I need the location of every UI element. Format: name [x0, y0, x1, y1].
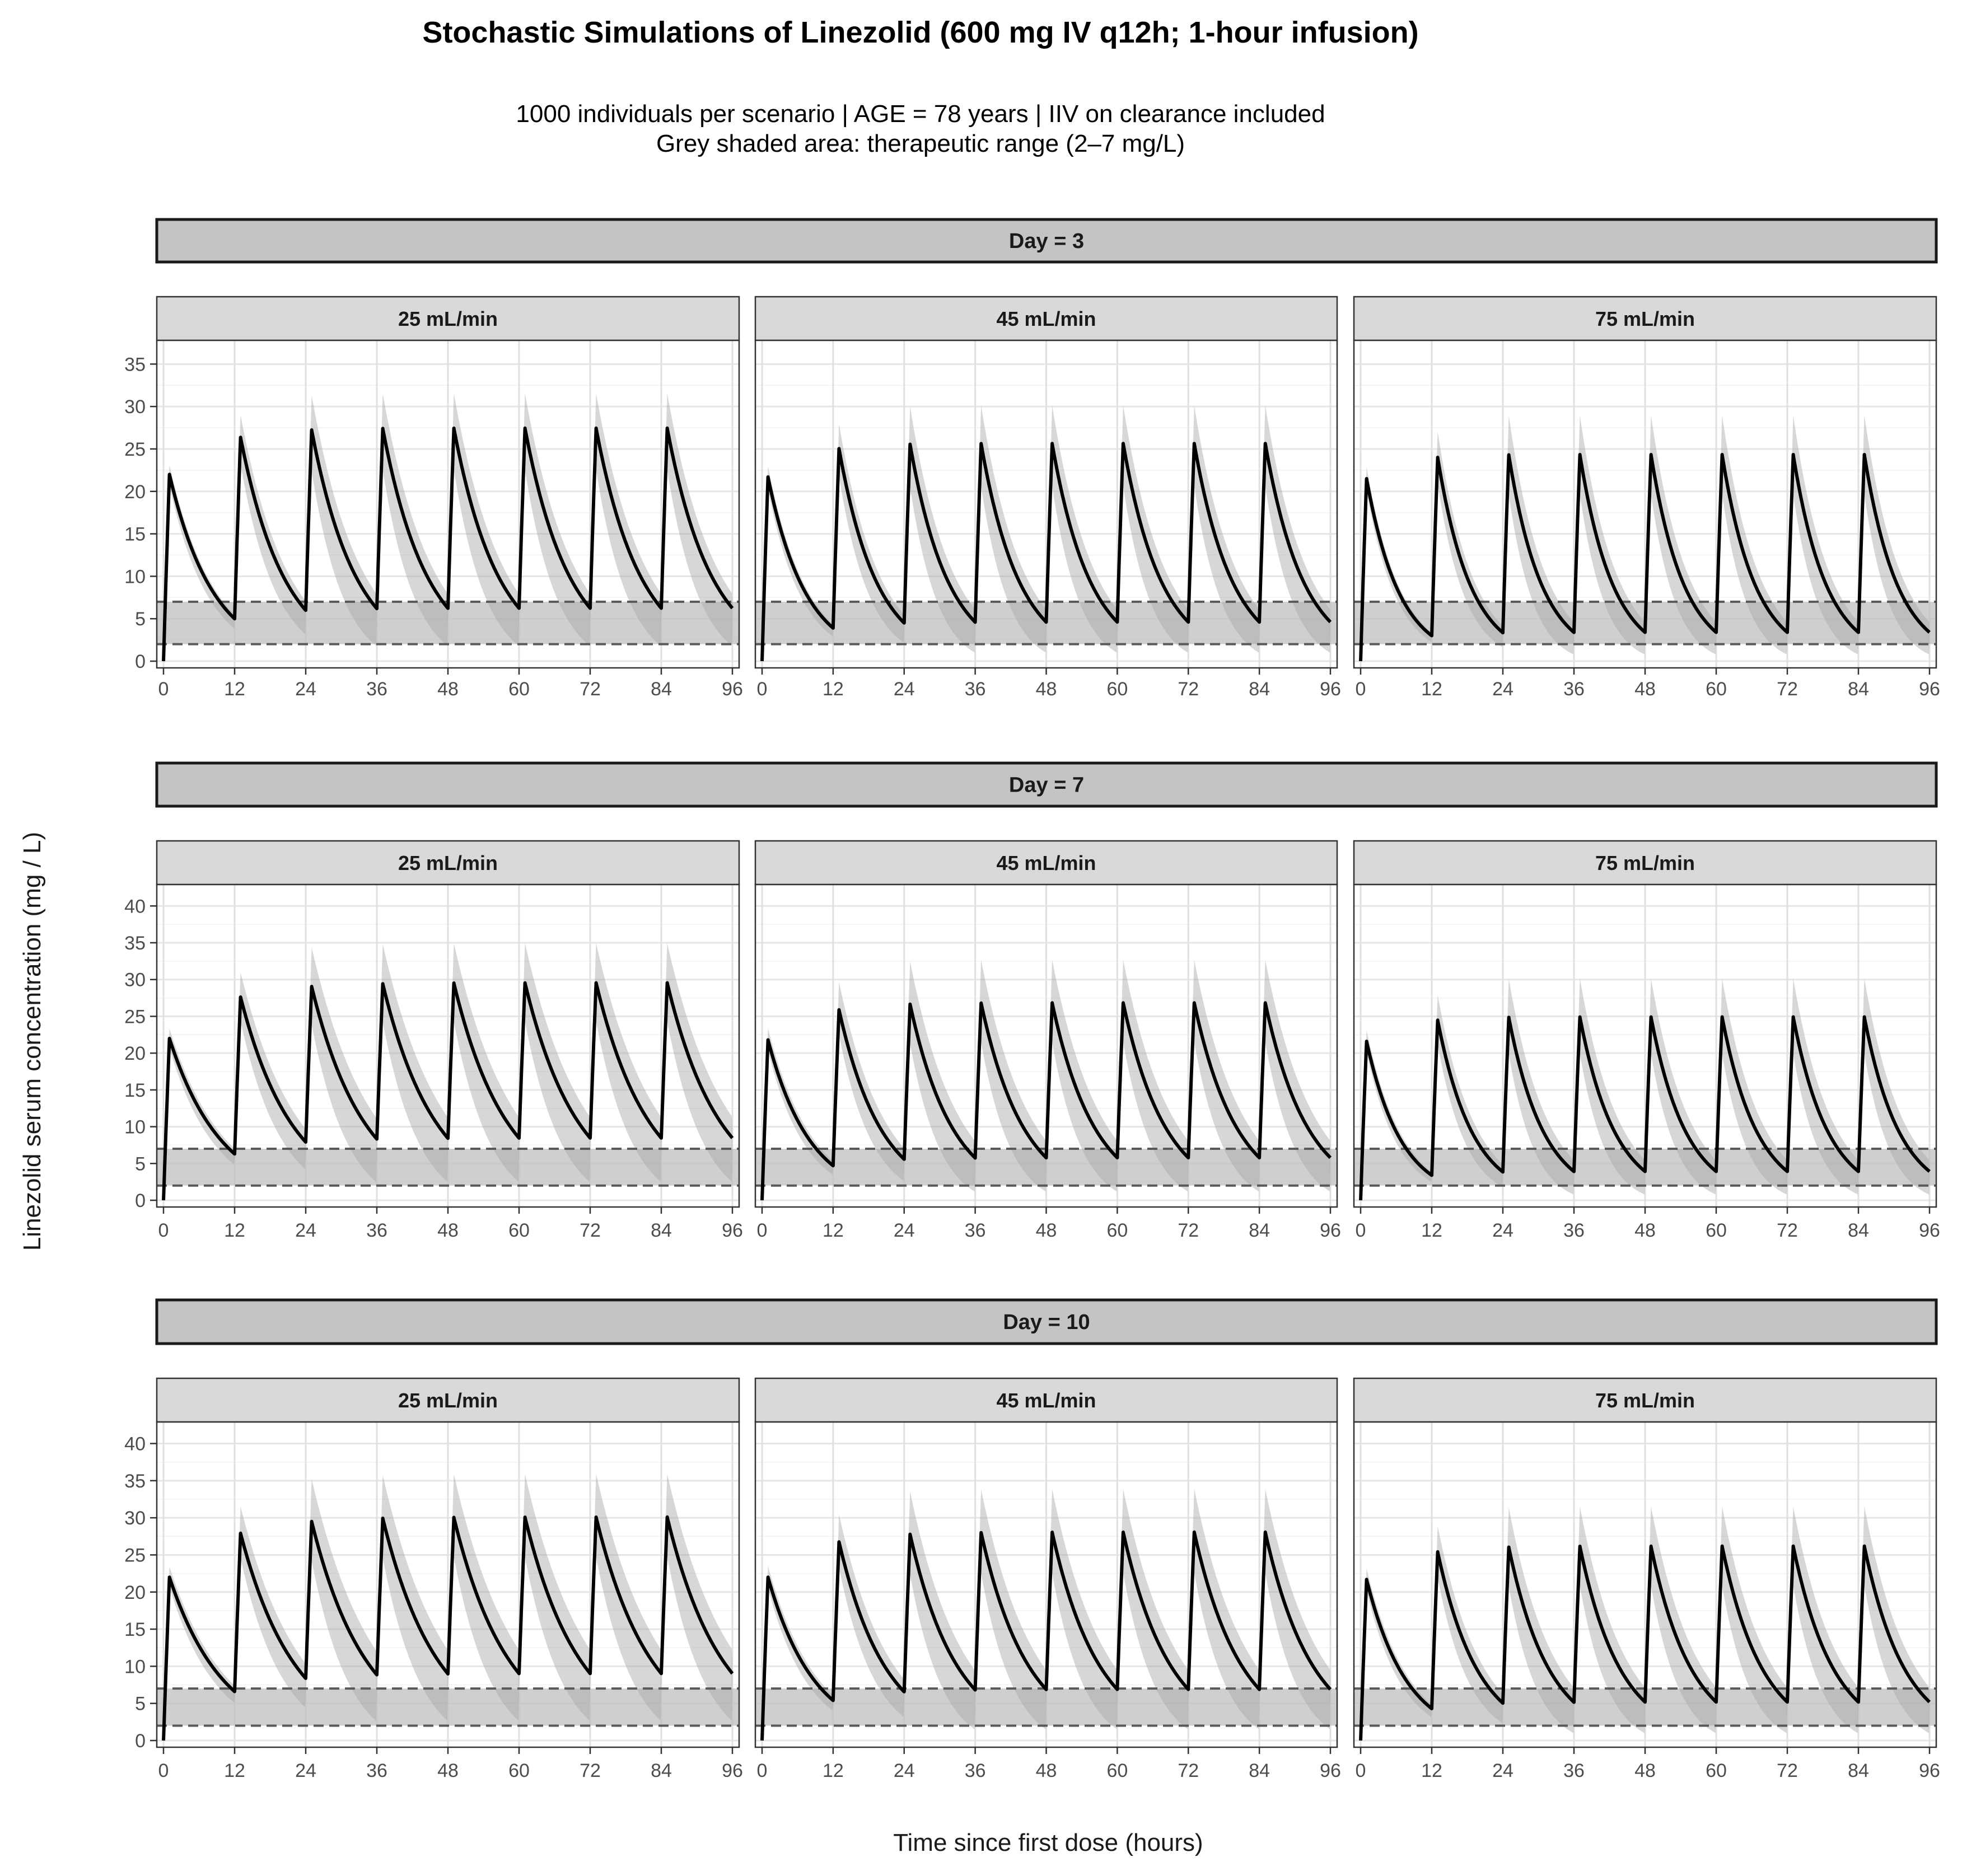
x-tick-label-r2c1: 0	[158, 1220, 169, 1241]
x-tick-label-r2c1: 48	[437, 1220, 459, 1241]
y-tick-label-r3c1: 25	[124, 1545, 146, 1566]
x-tick-label-r3c1: 84	[651, 1760, 672, 1781]
x-tick-label-r1c1: 48	[437, 679, 459, 700]
x-tick-label-r2c1: 96	[722, 1220, 743, 1241]
x-tick-label-r2c3: 48	[1634, 1220, 1656, 1241]
panel-strip-label-r1c1: 25 mL/min	[398, 307, 498, 330]
x-tick-label-r1c3: 0	[1355, 679, 1366, 700]
x-tick-label-r2c1: 84	[651, 1220, 672, 1241]
y-tick-label-r1c1: 30	[124, 396, 146, 418]
x-tick-label-r2c1: 36	[366, 1220, 387, 1241]
x-tick-label-r1c1: 60	[508, 679, 530, 700]
x-tick-label-r2c2: 48	[1035, 1220, 1057, 1241]
x-tick-label-r3c2: 84	[1249, 1760, 1270, 1781]
y-tick-label-r2c1: 25	[124, 1006, 146, 1028]
x-tick-label-r3c1: 72	[580, 1760, 601, 1781]
panel-strip-label-r3c3: 75 mL/min	[1595, 1389, 1695, 1412]
x-tick-label-r3c3: 0	[1355, 1760, 1366, 1781]
y-tick-label-r1c1: 20	[124, 481, 146, 503]
x-tick-label-r1c3: 84	[1848, 679, 1869, 700]
y-tick-label-r1c1: 5	[135, 609, 146, 630]
y-tick-label-r1c1: 10	[124, 566, 146, 588]
y-tick-label-r3c1: 5	[135, 1693, 146, 1715]
panel-strip-label-r3c1: 25 mL/min	[398, 1389, 498, 1412]
x-tick-label-r3c2: 60	[1106, 1760, 1128, 1781]
panel-strip-label-r2c1: 25 mL/min	[398, 852, 498, 874]
x-tick-label-r3c2: 0	[756, 1760, 768, 1781]
x-tick-label-r3c2: 96	[1320, 1760, 1341, 1781]
x-tick-label-r2c2: 72	[1178, 1220, 1199, 1241]
x-tick-label-r3c1: 96	[722, 1760, 743, 1781]
y-tick-label-r3c1: 0	[135, 1730, 146, 1752]
x-tick-label-r3c1: 60	[508, 1760, 530, 1781]
x-tick-label-r1c2: 24	[893, 679, 915, 700]
x-tick-label-r2c3: 36	[1563, 1220, 1585, 1241]
x-tick-label-r3c3: 36	[1563, 1760, 1585, 1781]
panel-strip-label-r3c2: 45 mL/min	[996, 1389, 1096, 1412]
x-tick-label-r3c3: 84	[1848, 1760, 1869, 1781]
y-tick-label-r1c1: 35	[124, 354, 146, 376]
y-tick-label-r3c1: 10	[124, 1656, 146, 1678]
chart-title: Stochastic Simulations of Linezolid (600 mg IV q12h; 1-hour infusion)	[422, 16, 1419, 49]
y-tick-label-r2c1: 30	[124, 969, 146, 991]
y-tick-label-r1c1: 0	[135, 651, 146, 672]
x-tick-label-r2c1: 12	[224, 1220, 245, 1241]
x-tick-label-r3c2: 48	[1035, 1760, 1057, 1781]
y-axis-title: Linezolid serum concentration (mg / L)	[18, 831, 46, 1251]
x-tick-label-r1c3: 12	[1421, 679, 1442, 700]
y-tick-label-r2c1: 20	[124, 1043, 146, 1065]
x-tick-label-r1c3: 72	[1777, 679, 1798, 700]
x-tick-label-r3c2: 72	[1178, 1760, 1199, 1781]
x-tick-label-r2c3: 12	[1421, 1220, 1442, 1241]
x-tick-label-r1c1: 0	[158, 679, 169, 700]
x-tick-label-r2c3: 96	[1919, 1220, 1940, 1241]
x-tick-label-r2c2: 0	[756, 1220, 768, 1241]
x-tick-label-r3c2: 24	[893, 1760, 915, 1781]
chart-subtitle-line-2: Grey shaded area: therapeutic range (2–7 mg/L)	[656, 130, 1185, 157]
y-tick-label-r2c1: 5	[135, 1153, 146, 1175]
x-tick-label-r1c3: 24	[1492, 679, 1513, 700]
x-tick-label-r2c3: 0	[1355, 1220, 1366, 1241]
x-tick-label-r3c1: 12	[224, 1760, 245, 1781]
x-tick-label-r3c3: 24	[1492, 1760, 1513, 1781]
x-tick-label-r1c3: 48	[1634, 679, 1656, 700]
x-tick-label-r2c2: 60	[1106, 1220, 1128, 1241]
x-tick-label-r1c3: 96	[1919, 679, 1940, 700]
y-tick-label-r2c1: 10	[124, 1116, 146, 1138]
panel-strip-label-r2c3: 75 mL/min	[1595, 852, 1695, 874]
x-tick-label-r1c2: 72	[1178, 679, 1199, 700]
row-strip-label-1: Day = 3	[1008, 230, 1085, 253]
y-tick-label-r2c1: 35	[124, 933, 146, 954]
x-tick-label-r3c3: 48	[1634, 1760, 1656, 1781]
y-tick-label-r2c1: 40	[124, 896, 146, 918]
x-axis-title: Time since first dose (hours)	[893, 1829, 1203, 1856]
x-tick-label-r2c2: 12	[822, 1220, 844, 1241]
x-tick-label-r1c2: 36	[964, 679, 986, 700]
x-tick-label-r3c3: 60	[1706, 1760, 1727, 1781]
x-tick-label-r3c1: 48	[437, 1760, 459, 1781]
x-tick-label-r1c2: 96	[1320, 679, 1341, 700]
x-tick-label-r3c1: 24	[295, 1760, 316, 1781]
row-strip-label-3: Day = 10	[1003, 1311, 1090, 1334]
x-tick-label-r3c2: 36	[964, 1760, 986, 1781]
x-tick-label-r2c2: 24	[893, 1220, 915, 1241]
x-tick-label-r2c1: 60	[508, 1220, 530, 1241]
x-tick-label-r2c2: 96	[1320, 1220, 1341, 1241]
x-tick-label-r1c1: 24	[295, 679, 316, 700]
y-tick-label-r2c1: 0	[135, 1190, 146, 1211]
x-tick-label-r3c1: 36	[366, 1760, 387, 1781]
x-tick-label-r1c2: 0	[756, 679, 768, 700]
y-tick-label-r3c1: 30	[124, 1508, 146, 1529]
x-tick-label-r2c1: 72	[580, 1220, 601, 1241]
y-tick-label-r1c1: 25	[124, 438, 146, 460]
x-tick-label-r2c2: 36	[964, 1220, 986, 1241]
x-tick-label-r1c1: 72	[580, 679, 601, 700]
x-tick-label-r1c1: 12	[224, 679, 245, 700]
x-tick-label-r3c3: 12	[1421, 1760, 1442, 1781]
panel-strip-label-r2c2: 45 mL/min	[996, 852, 1096, 874]
y-tick-label-r3c1: 40	[124, 1433, 146, 1455]
panel-strip-label-r1c3: 75 mL/min	[1595, 307, 1695, 330]
x-tick-label-r1c1: 36	[366, 679, 387, 700]
y-tick-label-r3c1: 15	[124, 1619, 146, 1641]
chart-subtitle-line-1: 1000 individuals per scenario | AGE = 78 years | IIV on clearance included	[516, 100, 1325, 128]
x-tick-label-r1c1: 96	[722, 679, 743, 700]
x-tick-label-r1c3: 36	[1563, 679, 1585, 700]
x-tick-label-r3c3: 72	[1777, 1760, 1798, 1781]
x-tick-label-r3c2: 12	[822, 1760, 844, 1781]
x-tick-label-r1c2: 12	[822, 679, 844, 700]
x-tick-label-r3c1: 0	[158, 1760, 169, 1781]
x-tick-label-r1c3: 60	[1706, 679, 1727, 700]
x-tick-label-r2c3: 72	[1777, 1220, 1798, 1241]
y-tick-label-r3c1: 35	[124, 1470, 146, 1492]
x-tick-label-r2c2: 84	[1249, 1220, 1270, 1241]
y-tick-label-r3c1: 20	[124, 1582, 146, 1603]
x-tick-label-r2c3: 24	[1492, 1220, 1513, 1241]
x-tick-label-r1c2: 60	[1106, 679, 1128, 700]
row-strip-label-2: Day = 7	[1008, 773, 1085, 797]
x-tick-label-r2c3: 60	[1706, 1220, 1727, 1241]
panel-strip-label-r1c2: 45 mL/min	[996, 307, 1096, 330]
x-tick-label-r1c2: 48	[1035, 679, 1057, 700]
plot-area	[124, 219, 1940, 1781]
x-tick-label-r2c3: 84	[1848, 1220, 1869, 1241]
x-tick-label-r3c3: 96	[1919, 1760, 1940, 1781]
x-tick-label-r2c1: 24	[295, 1220, 316, 1241]
y-tick-label-r1c1: 15	[124, 523, 146, 545]
y-tick-label-r2c1: 15	[124, 1079, 146, 1101]
x-tick-label-r1c2: 84	[1249, 679, 1270, 700]
x-tick-label-r1c1: 84	[651, 679, 672, 700]
